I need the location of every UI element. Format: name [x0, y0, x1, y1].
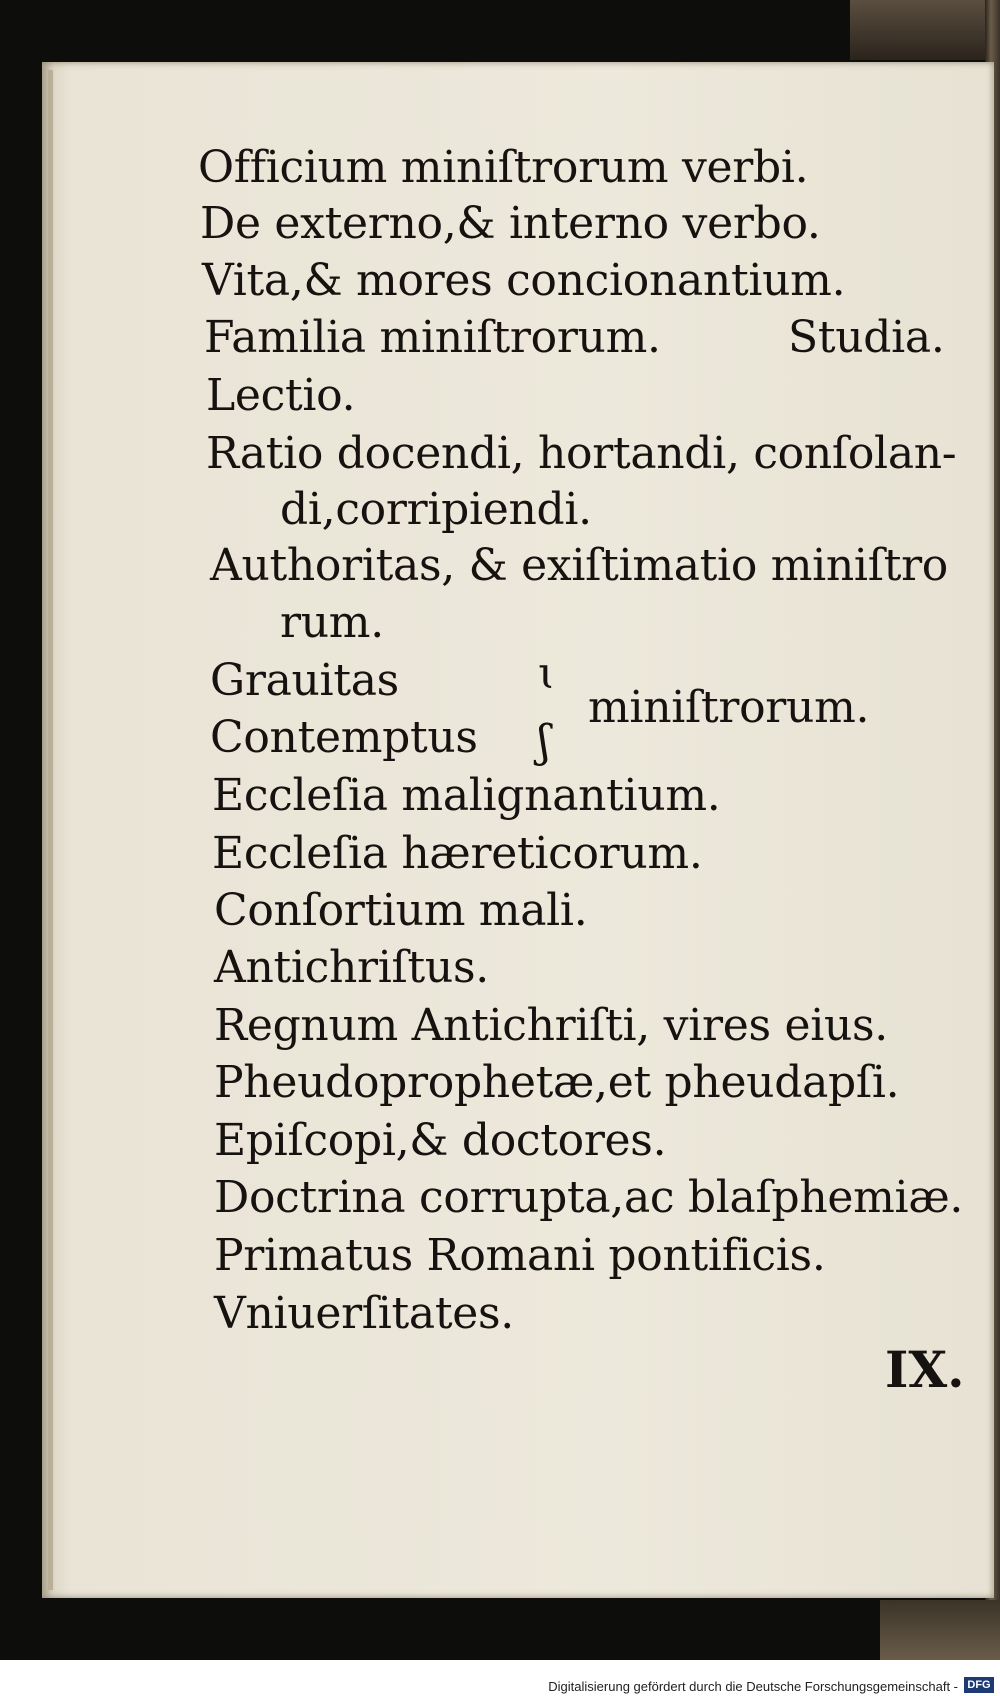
text-line: Vniuerſitates.	[214, 1288, 514, 1339]
text-line: Conſortium mali.	[214, 885, 588, 936]
brace-top: ɩ	[538, 648, 556, 699]
book-cover-bottom	[880, 1600, 1000, 1660]
text-line: Doctrina corrupta,ac blaſphemiæ.	[214, 1172, 964, 1223]
book-cover-top	[850, 0, 1000, 60]
text-line: miniſtrorum.	[588, 682, 870, 733]
text-line: De externo,& interno verbo.	[200, 198, 821, 249]
text-line: Ratio docendi, hortandi, conſolan-	[206, 428, 957, 479]
text-line: Familia miniſtrorum.	[204, 312, 661, 363]
page-number: IX.	[885, 1340, 965, 1399]
text-line: Studia.	[788, 312, 945, 363]
footer-credit: Digitalisierung gefördert durch die Deutsche Forschungsgemeinschaft -	[548, 1679, 958, 1694]
text-line: Officium miniſtrorum verbi.	[198, 142, 809, 193]
text-line: Authoritas, & exiſtimatio miniſtro	[210, 540, 948, 591]
text-line: Eccleſia hæreticorum.	[212, 828, 703, 879]
dfg-logo: DFG	[964, 1677, 994, 1693]
text-line: Primatus Romani pontificis.	[214, 1230, 826, 1281]
page-gutter	[48, 70, 53, 1590]
text-line: Eccleſia malignantium.	[212, 770, 721, 821]
text-line: Grauitas	[210, 655, 399, 706]
brace-bottom: ʃ	[538, 716, 550, 767]
text-line: Pheudoprophetæ,et pheudapſi.	[214, 1057, 900, 1108]
text-line: Lectio.	[206, 370, 356, 421]
text-line: Contemptus	[210, 712, 478, 763]
text-line: Vita,& mores concionantium.	[202, 255, 846, 306]
text-line: rum.	[280, 597, 384, 648]
text-line: Epiſcopi,& doctores.	[214, 1115, 667, 1166]
text-line: Antichriſtus.	[214, 942, 489, 993]
text-line: di,corripiendi.	[280, 484, 592, 535]
text-line: Regnum Antichriſti, vires eius.	[214, 1000, 888, 1051]
